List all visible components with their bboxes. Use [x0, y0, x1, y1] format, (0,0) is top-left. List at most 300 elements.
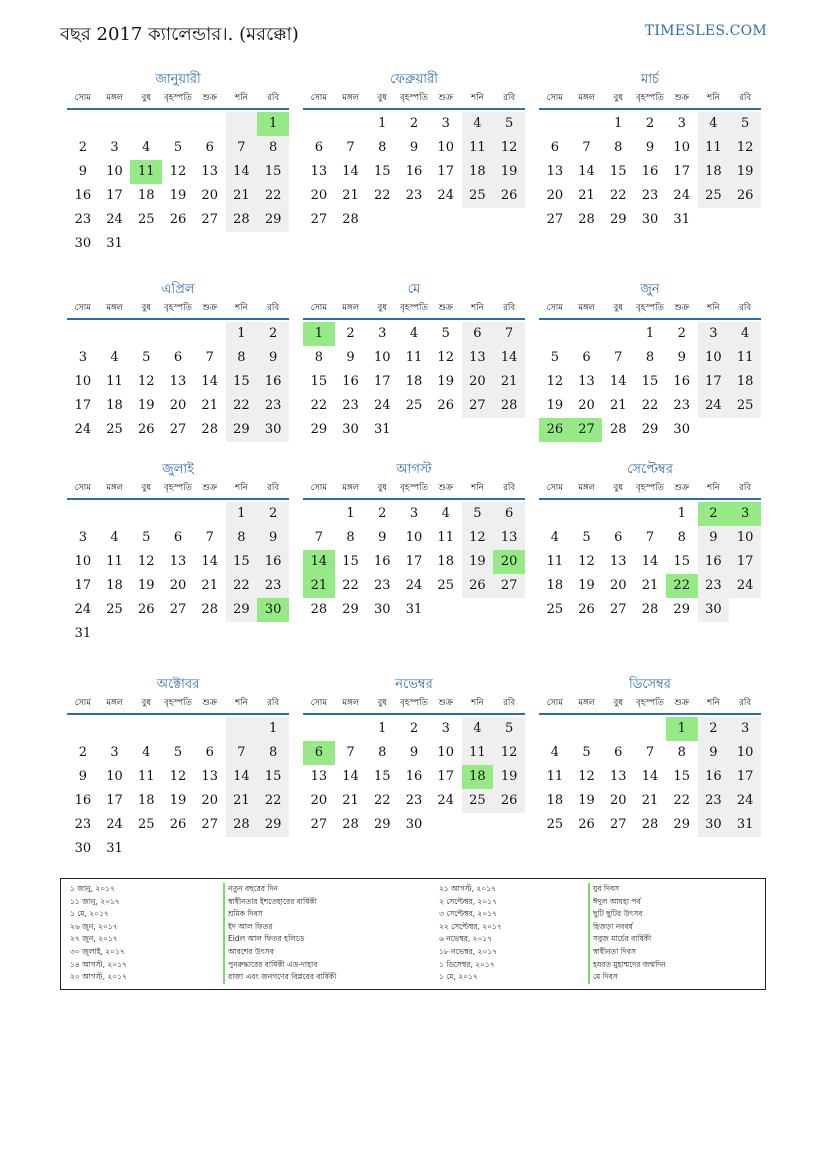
day-cell[interactable]: 20 — [310, 188, 328, 203]
day-cell[interactable]: 20 — [169, 578, 187, 593]
day-cell[interactable]: 5 — [729, 112, 761, 136]
day-cell[interactable]: 18 — [138, 188, 155, 203]
day-cell[interactable]: 24 — [374, 398, 391, 413]
day-cell[interactable]: 31 — [374, 422, 391, 437]
day-cell[interactable]: 17 — [74, 398, 92, 413]
day-cell[interactable]: 12 — [546, 374, 564, 389]
day-cell[interactable]: 26 — [578, 602, 595, 617]
day-cell[interactable]: 29 — [673, 602, 690, 617]
day-cell[interactable]: 27 — [201, 817, 218, 832]
day-cell[interactable]: 3 — [409, 506, 419, 521]
day-cell[interactable]: 21 — [201, 398, 218, 413]
day-cell[interactable]: 28 — [201, 422, 218, 437]
day-cell[interactable]: 5 — [493, 112, 525, 136]
day-cell[interactable]: 30 — [257, 418, 289, 442]
day-cell[interactable]: 27 — [169, 422, 187, 437]
day-cell[interactable]: 3 — [729, 717, 761, 741]
day-cell[interactable]: 23 — [641, 188, 659, 203]
day-cell[interactable]: 21 — [610, 398, 627, 413]
day-cell[interactable]: 28 — [641, 602, 659, 617]
day-cell[interactable]: 4 — [409, 326, 419, 341]
day-cell[interactable]: 20 — [610, 793, 627, 808]
day-cell[interactable]: 5 — [142, 350, 151, 365]
day-cell[interactable]: 2 — [698, 502, 730, 526]
day-cell[interactable]: 12 — [462, 526, 494, 550]
day-cell[interactable]: 26 — [539, 418, 571, 442]
day-cell[interactable]: 19 — [169, 188, 187, 203]
day-cell[interactable]: 7 — [614, 350, 623, 365]
day-cell[interactable]: 3 — [78, 350, 87, 365]
day-cell[interactable]: 10 — [729, 741, 761, 765]
day-cell[interactable]: 8 — [226, 346, 258, 370]
day-cell[interactable]: 4 — [462, 717, 494, 741]
day-cell[interactable]: 11 — [130, 160, 162, 184]
day-cell[interactable]: 31 — [106, 841, 123, 856]
day-cell[interactable]: 21 — [493, 370, 525, 394]
day-cell[interactable]: 29 — [641, 422, 659, 437]
day-cell[interactable]: 19 — [729, 160, 761, 184]
day-cell[interactable]: 25 — [138, 817, 155, 832]
day-cell[interactable]: 1 — [378, 721, 387, 736]
day-cell[interactable]: 19 — [578, 578, 595, 593]
day-cell[interactable]: 8 — [677, 530, 686, 545]
day-cell[interactable]: 19 — [546, 398, 564, 413]
day-cell[interactable]: 13 — [310, 769, 328, 784]
day-cell[interactable]: 9 — [346, 350, 355, 365]
day-cell[interactable]: 1 — [346, 506, 355, 521]
day-cell[interactable]: 18 — [138, 793, 155, 808]
day-cell[interactable]: 14 — [610, 374, 627, 389]
day-cell[interactable]: 8 — [257, 136, 289, 160]
day-cell[interactable]: 3 — [441, 721, 450, 736]
day-cell[interactable]: 16 — [374, 554, 391, 569]
day-cell[interactable]: 10 — [673, 140, 690, 155]
day-cell[interactable]: 8 — [645, 350, 655, 365]
day-cell[interactable]: 24 — [437, 793, 454, 808]
day-cell[interactable]: 25 — [729, 394, 761, 418]
day-cell[interactable]: 17 — [698, 370, 730, 394]
day-cell[interactable]: 3 — [441, 116, 450, 131]
day-cell[interactable]: 2 — [346, 326, 355, 341]
day-cell[interactable]: 20 — [493, 550, 525, 574]
day-cell[interactable]: 22 — [342, 578, 359, 593]
day-cell[interactable]: 1 — [226, 322, 258, 346]
day-cell[interactable]: 28 — [610, 422, 627, 437]
day-cell[interactable]: 25 — [546, 602, 564, 617]
day-cell[interactable]: 31 — [729, 813, 761, 837]
day-cell[interactable]: 12 — [138, 374, 155, 389]
day-cell[interactable]: 20 — [578, 398, 595, 413]
day-cell[interactable]: 31 — [74, 626, 92, 641]
day-cell[interactable]: 17 — [673, 164, 690, 179]
day-cell[interactable]: 14 — [201, 554, 218, 569]
day-cell[interactable]: 6 — [205, 140, 214, 155]
day-cell[interactable]: 7 — [226, 741, 258, 765]
day-cell[interactable]: 18 — [546, 793, 564, 808]
day-cell[interactable]: 27 — [610, 602, 627, 617]
day-cell[interactable]: 4 — [550, 745, 559, 760]
day-cell[interactable]: 15 — [257, 160, 289, 184]
day-cell[interactable]: 31 — [673, 212, 690, 227]
day-cell[interactable]: 26 — [578, 817, 595, 832]
day-cell[interactable]: 1 — [257, 717, 289, 741]
day-cell[interactable]: 23 — [74, 817, 92, 832]
day-cell[interactable]: 22 — [374, 793, 391, 808]
day-cell[interactable]: 15 — [610, 164, 627, 179]
day-cell[interactable]: 23 — [673, 398, 690, 413]
day-cell[interactable]: 15 — [257, 765, 289, 789]
day-cell[interactable]: 6 — [462, 322, 494, 346]
day-cell[interactable]: 9 — [645, 140, 655, 155]
day-cell[interactable]: 4 — [110, 350, 119, 365]
day-cell[interactable]: 3 — [78, 530, 87, 545]
day-cell[interactable]: 18 — [546, 578, 564, 593]
day-cell[interactable]: 30 — [257, 598, 289, 622]
day-cell[interactable]: 25 — [106, 422, 123, 437]
day-cell[interactable]: 29 — [310, 422, 328, 437]
day-cell[interactable]: 16 — [342, 374, 359, 389]
day-cell[interactable]: 3 — [698, 322, 730, 346]
day-cell[interactable]: 24 — [673, 188, 690, 203]
day-cell[interactable]: 29 — [374, 817, 391, 832]
day-cell[interactable]: 23 — [257, 574, 289, 598]
day-cell[interactable]: 14 — [641, 769, 659, 784]
day-cell[interactable]: 7 — [314, 530, 323, 545]
day-cell[interactable]: 20 — [169, 398, 187, 413]
day-cell[interactable]: 18 — [462, 765, 494, 789]
day-cell[interactable]: 28 — [493, 394, 525, 418]
day-cell[interactable]: 31 — [405, 602, 423, 617]
day-cell[interactable]: 22 — [610, 188, 627, 203]
day-cell[interactable]: 21 — [303, 574, 335, 598]
day-cell[interactable]: 17 — [437, 769, 454, 784]
day-cell[interactable]: 27 — [462, 394, 494, 418]
day-cell[interactable]: 22 — [666, 574, 698, 598]
day-cell[interactable]: 11 — [106, 374, 123, 389]
day-cell[interactable]: 11 — [546, 769, 564, 784]
day-cell[interactable]: 20 — [310, 793, 328, 808]
day-cell[interactable]: 30 — [641, 212, 659, 227]
day-cell[interactable]: 2 — [409, 116, 419, 131]
day-cell[interactable]: 20 — [201, 793, 218, 808]
day-cell[interactable]: 5 — [582, 530, 591, 545]
day-cell[interactable]: 16 — [257, 370, 289, 394]
day-cell[interactable]: 7 — [346, 140, 355, 155]
day-cell[interactable]: 10 — [729, 526, 761, 550]
day-cell[interactable]: 21 — [226, 789, 258, 813]
day-cell[interactable]: 30 — [405, 817, 423, 832]
day-cell[interactable]: 13 — [310, 164, 328, 179]
day-cell[interactable]: 13 — [201, 769, 218, 784]
day-cell[interactable]: 7 — [645, 745, 655, 760]
day-cell[interactable]: 18 — [729, 370, 761, 394]
day-cell[interactable]: 15 — [641, 374, 659, 389]
day-cell[interactable]: 26 — [138, 422, 155, 437]
day-cell[interactable]: 23 — [698, 574, 730, 598]
day-cell[interactable]: 14 — [641, 554, 659, 569]
day-cell[interactable]: 28 — [342, 212, 359, 227]
day-cell[interactable]: 20 — [462, 370, 494, 394]
day-cell[interactable]: 6 — [314, 140, 323, 155]
day-cell[interactable]: 9 — [677, 350, 686, 365]
day-cell[interactable]: 5 — [493, 717, 525, 741]
day-cell[interactable]: 17 — [437, 164, 454, 179]
day-cell[interactable]: 5 — [142, 530, 151, 545]
day-cell[interactable]: 5 — [173, 140, 183, 155]
day-cell[interactable]: 6 — [493, 502, 525, 526]
day-cell[interactable]: 9 — [409, 140, 419, 155]
day-cell[interactable]: 28 — [342, 817, 359, 832]
day-cell[interactable]: 9 — [257, 346, 289, 370]
day-cell[interactable]: 10 — [74, 374, 92, 389]
day-cell[interactable]: 13 — [610, 554, 627, 569]
day-cell[interactable]: 7 — [226, 136, 258, 160]
day-cell[interactable]: 13 — [462, 346, 494, 370]
day-cell[interactable]: 7 — [582, 140, 591, 155]
day-cell[interactable]: 29 — [610, 212, 627, 227]
day-cell[interactable]: 21 — [201, 578, 218, 593]
day-cell[interactable]: 16 — [641, 164, 659, 179]
day-cell[interactable]: 12 — [578, 769, 595, 784]
day-cell[interactable]: 24 — [106, 212, 123, 227]
day-cell[interactable]: 13 — [169, 374, 187, 389]
day-cell[interactable]: 6 — [173, 530, 183, 545]
day-cell[interactable]: 28 — [310, 602, 328, 617]
day-cell[interactable]: 15 — [673, 769, 690, 784]
day-cell[interactable]: 17 — [405, 554, 423, 569]
day-cell[interactable]: 14 — [342, 164, 359, 179]
day-cell[interactable]: 3 — [110, 745, 119, 760]
day-cell[interactable]: 10 — [437, 745, 454, 760]
day-cell[interactable]: 2 — [378, 506, 387, 521]
day-cell[interactable]: 10 — [106, 164, 123, 179]
day-cell[interactable]: 12 — [493, 136, 525, 160]
day-cell[interactable]: 15 — [310, 374, 328, 389]
day-cell[interactable]: 30 — [74, 841, 92, 856]
day-cell[interactable]: 8 — [226, 526, 258, 550]
day-cell[interactable]: 27 — [493, 574, 525, 598]
day-cell[interactable]: 10 — [437, 140, 454, 155]
day-cell[interactable]: 16 — [698, 550, 730, 574]
day-cell[interactable]: 23 — [374, 578, 391, 593]
day-cell[interactable]: 9 — [78, 769, 87, 784]
day-cell[interactable]: 12 — [169, 164, 187, 179]
day-cell[interactable]: 24 — [405, 578, 423, 593]
day-cell[interactable]: 12 — [578, 554, 595, 569]
day-cell[interactable]: 1 — [666, 717, 698, 741]
day-cell[interactable]: 2 — [677, 326, 686, 341]
day-cell[interactable]: 21 — [342, 793, 359, 808]
day-cell[interactable]: 24 — [729, 574, 761, 598]
day-cell[interactable]: 3 — [729, 502, 761, 526]
day-cell[interactable]: 3 — [110, 140, 119, 155]
day-cell[interactable]: 28 — [641, 817, 659, 832]
day-cell[interactable]: 16 — [673, 374, 690, 389]
day-cell[interactable]: 22 — [310, 398, 328, 413]
day-cell[interactable]: 16 — [698, 765, 730, 789]
day-cell[interactable]: 23 — [74, 212, 92, 227]
day-cell[interactable]: 9 — [378, 530, 387, 545]
day-cell[interactable]: 19 — [138, 578, 155, 593]
day-cell[interactable]: 24 — [698, 394, 730, 418]
day-cell[interactable]: 27 — [310, 212, 328, 227]
day-cell[interactable]: 6 — [582, 350, 591, 365]
day-cell[interactable]: 8 — [614, 140, 623, 155]
day-cell[interactable]: 12 — [493, 741, 525, 765]
day-cell[interactable]: 6 — [614, 530, 623, 545]
day-cell[interactable]: 20 — [201, 188, 218, 203]
day-cell[interactable]: 18 — [106, 578, 123, 593]
day-cell[interactable]: 21 — [641, 578, 659, 593]
day-cell[interactable]: 18 — [462, 160, 494, 184]
site-name-link[interactable]: TIMESLES.COM — [644, 23, 767, 39]
day-cell[interactable]: 7 — [346, 745, 355, 760]
day-cell[interactable]: 25 — [462, 789, 494, 813]
day-cell[interactable]: 14 — [303, 550, 335, 574]
day-cell[interactable]: 6 — [303, 741, 335, 765]
day-cell[interactable]: 20 — [546, 188, 564, 203]
day-cell[interactable]: 16 — [257, 550, 289, 574]
day-cell[interactable]: 18 — [437, 554, 454, 569]
day-cell[interactable]: 24 — [106, 817, 123, 832]
day-cell[interactable]: 4 — [729, 322, 761, 346]
day-cell[interactable]: 6 — [173, 350, 183, 365]
day-cell[interactable]: 22 — [226, 394, 258, 418]
day-cell[interactable]: 22 — [226, 574, 258, 598]
day-cell[interactable]: 2 — [257, 502, 289, 526]
day-cell[interactable]: 20 — [610, 578, 627, 593]
day-cell[interactable]: 4 — [550, 530, 559, 545]
day-cell[interactable]: 1 — [614, 116, 623, 131]
day-cell[interactable]: 27 — [546, 212, 564, 227]
day-cell[interactable]: 8 — [314, 350, 323, 365]
day-cell[interactable]: 4 — [142, 140, 151, 155]
day-cell[interactable]: 3 — [677, 116, 686, 131]
day-cell[interactable]: 29 — [257, 813, 289, 837]
day-cell[interactable]: 15 — [374, 769, 391, 784]
day-cell[interactable]: 2 — [698, 717, 730, 741]
day-cell[interactable]: 15 — [342, 554, 359, 569]
day-cell[interactable]: 16 — [74, 793, 92, 808]
day-cell[interactable]: 7 — [205, 350, 214, 365]
day-cell[interactable]: 2 — [257, 322, 289, 346]
day-cell[interactable]: 12 — [138, 554, 155, 569]
day-cell[interactable]: 14 — [226, 765, 258, 789]
day-cell[interactable]: 14 — [226, 160, 258, 184]
day-cell[interactable]: 24 — [729, 789, 761, 813]
day-cell[interactable]: 2 — [409, 721, 419, 736]
day-cell[interactable]: 19 — [462, 550, 494, 574]
day-cell[interactable]: 23 — [257, 394, 289, 418]
day-cell[interactable]: 6 — [614, 745, 623, 760]
day-cell[interactable]: 19 — [437, 374, 454, 389]
day-cell[interactable]: 13 — [201, 164, 218, 179]
day-cell[interactable]: 29 — [342, 602, 359, 617]
day-cell[interactable]: 10 — [374, 350, 391, 365]
day-cell[interactable]: 5 — [582, 745, 591, 760]
day-cell[interactable]: 25 — [437, 578, 454, 593]
day-cell[interactable]: 8 — [677, 745, 686, 760]
day-cell[interactable]: 8 — [378, 140, 387, 155]
day-cell[interactable]: 9 — [698, 741, 730, 765]
day-cell[interactable]: 27 — [169, 602, 187, 617]
day-cell[interactable]: 19 — [138, 398, 155, 413]
day-cell[interactable]: 9 — [78, 164, 87, 179]
day-cell[interactable]: 4 — [698, 112, 730, 136]
day-cell[interactable]: 17 — [729, 765, 761, 789]
day-cell[interactable]: 5 — [441, 326, 450, 341]
day-cell[interactable]: 14 — [342, 769, 359, 784]
day-cell[interactable]: 26 — [493, 184, 525, 208]
day-cell[interactable]: 26 — [437, 398, 454, 413]
day-cell[interactable]: 12 — [729, 136, 761, 160]
day-cell[interactable]: 25 — [462, 184, 494, 208]
day-cell[interactable]: 13 — [169, 554, 187, 569]
day-cell[interactable]: 10 — [74, 554, 92, 569]
day-cell[interactable]: 22 — [257, 184, 289, 208]
day-cell[interactable]: 17 — [374, 374, 391, 389]
day-cell[interactable]: 7 — [645, 530, 655, 545]
day-cell[interactable]: 9 — [409, 745, 419, 760]
day-cell[interactable]: 23 — [342, 398, 359, 413]
day-cell[interactable]: 22 — [673, 793, 690, 808]
day-cell[interactable]: 24 — [74, 422, 92, 437]
day-cell[interactable]: 6 — [205, 745, 214, 760]
day-cell[interactable]: 23 — [698, 789, 730, 813]
day-cell[interactable]: 13 — [610, 769, 627, 784]
day-cell[interactable]: 24 — [74, 602, 92, 617]
day-cell[interactable]: 25 — [698, 184, 730, 208]
day-cell[interactable]: 8 — [346, 530, 355, 545]
day-cell[interactable]: 15 — [673, 554, 690, 569]
day-cell[interactable]: 29 — [226, 418, 258, 442]
day-cell[interactable]: 16 — [405, 164, 423, 179]
day-cell[interactable]: 2 — [645, 116, 655, 131]
day-cell[interactable]: 28 — [201, 602, 218, 617]
day-cell[interactable]: 14 — [493, 346, 525, 370]
day-cell[interactable]: 30 — [673, 422, 690, 437]
day-cell[interactable]: 9 — [257, 526, 289, 550]
day-cell[interactable]: 10 — [106, 769, 123, 784]
day-cell[interactable]: 29 — [226, 598, 258, 622]
day-cell[interactable]: 21 — [641, 793, 659, 808]
day-cell[interactable]: 11 — [729, 346, 761, 370]
day-cell[interactable]: 25 — [106, 602, 123, 617]
day-cell[interactable]: 11 — [405, 350, 423, 365]
day-cell[interactable]: 30 — [698, 598, 730, 622]
day-cell[interactable]: 11 — [437, 530, 454, 545]
day-cell[interactable]: 4 — [142, 745, 151, 760]
day-cell[interactable]: 27 — [571, 418, 603, 442]
day-cell[interactable]: 8 — [378, 745, 387, 760]
day-cell[interactable]: 19 — [493, 160, 525, 184]
day-cell[interactable]: 25 — [405, 398, 423, 413]
day-cell[interactable]: 16 — [405, 769, 423, 784]
day-cell[interactable]: 13 — [493, 526, 525, 550]
day-cell[interactable]: 12 — [169, 769, 187, 784]
day-cell[interactable]: 9 — [698, 526, 730, 550]
day-cell[interactable]: 4 — [462, 112, 494, 136]
day-cell[interactable]: 5 — [462, 502, 494, 526]
day-cell[interactable]: 1 — [645, 326, 655, 341]
day-cell[interactable]: 3 — [378, 326, 387, 341]
day-cell[interactable]: 2 — [78, 745, 87, 760]
day-cell[interactable]: 28 — [226, 813, 258, 837]
day-cell[interactable]: 11 — [106, 554, 123, 569]
day-cell[interactable]: 10 — [698, 346, 730, 370]
day-cell[interactable]: 15 — [374, 164, 391, 179]
day-cell[interactable]: 17 — [106, 793, 123, 808]
